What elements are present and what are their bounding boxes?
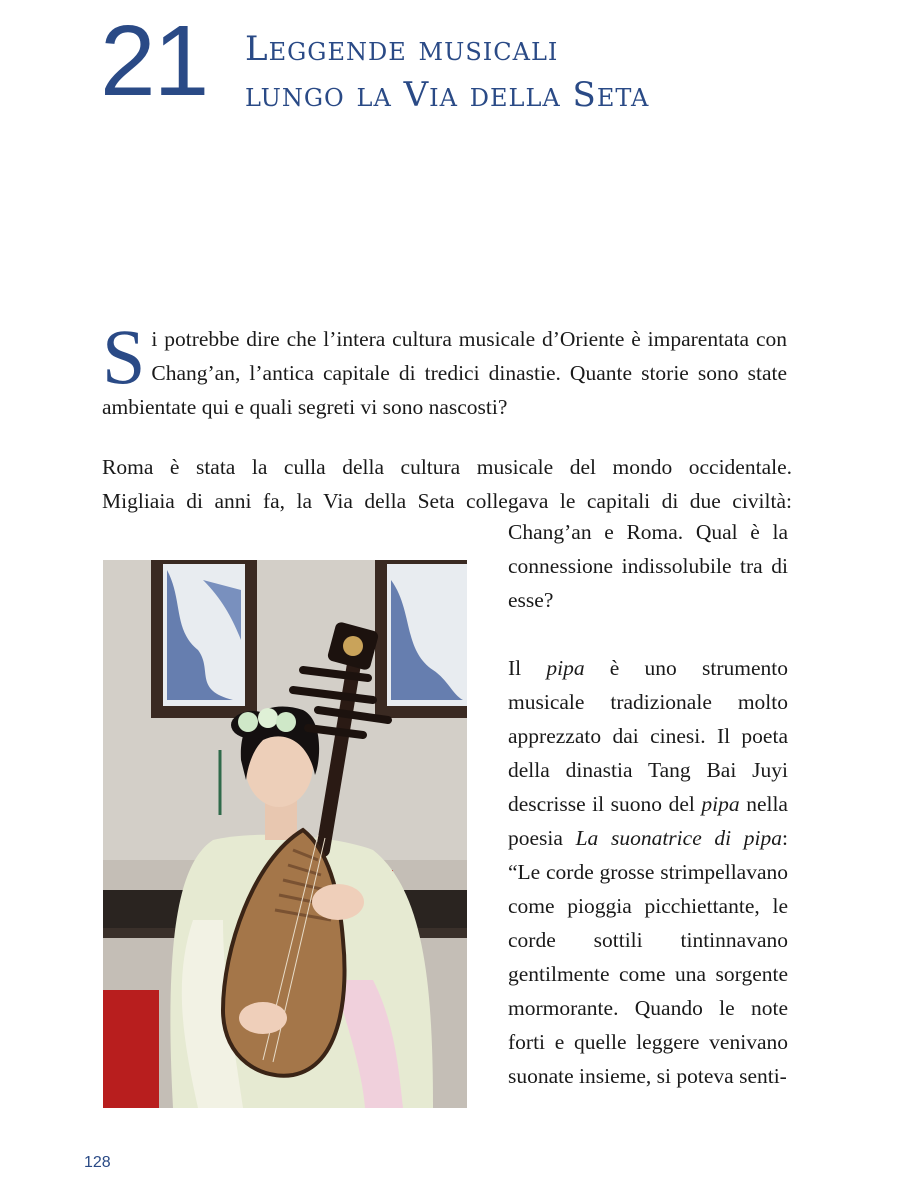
- chapter-number: 21: [100, 5, 208, 117]
- pipa-paragraph: [508, 651, 788, 1093]
- pipa-text-3: nella poesia: [508, 792, 788, 850]
- page-number: 128: [84, 1154, 111, 1171]
- rome-paragraph-line-2: Migliaia di anni fa, la Via della Seta collegava le capitali di due civiltà:: [102, 489, 792, 513]
- pipa-player-photo: [103, 560, 467, 1108]
- rome-paragraph-line-1: Roma è stata la culla della cultura musicale del mondo occidentale.: [102, 455, 792, 479]
- pipa-text-1: Il: [508, 656, 547, 680]
- pipa-italic-2: pipa: [701, 792, 740, 816]
- pipa-text-4: : “Le corde grosse strimpellavano come pioggia picchiettante, le corde sottili tintinnavano gentilmente come una sorgente mormorante. Quando le note forti e quelle leggere venivano suonate insieme, si poteva senti-: [508, 826, 788, 1088]
- intro-paragraph: [102, 313, 787, 424]
- poem-title: La suonatrice di pipa: [575, 826, 783, 850]
- rome-paragraph: [102, 450, 792, 518]
- pipa-text-2: è uno strumento musicale tradizionale molto apprezzato dai cinesi. Il poeta della dinastia Tang Bai Juyi descrisse il suono del: [508, 656, 788, 816]
- pipa-italic-1: pipa: [546, 656, 585, 680]
- rome-paragraph-continuation: Chang’an e Roma. Qual è la connessione indissolubile tra di esse?: [508, 520, 788, 612]
- chapter-title-line-1: Leggende musicali: [245, 29, 559, 69]
- right-column: [508, 515, 788, 1093]
- drop-cap: S: [102, 313, 146, 400]
- chapter-title: [245, 26, 865, 118]
- chapter-title-line-2: lungo la Via della Seta: [245, 75, 650, 115]
- pipa-player-illustration: [103, 560, 467, 1108]
- intro-paragraph-text: i potrebbe dire che l’intera cultura musicale d’Oriente è imparentata con Chang’an, l’antica capitale di tredici dinastie. Quante storie sono state ambientate qui e quali segreti vi sono nascosti?: [102, 327, 787, 419]
